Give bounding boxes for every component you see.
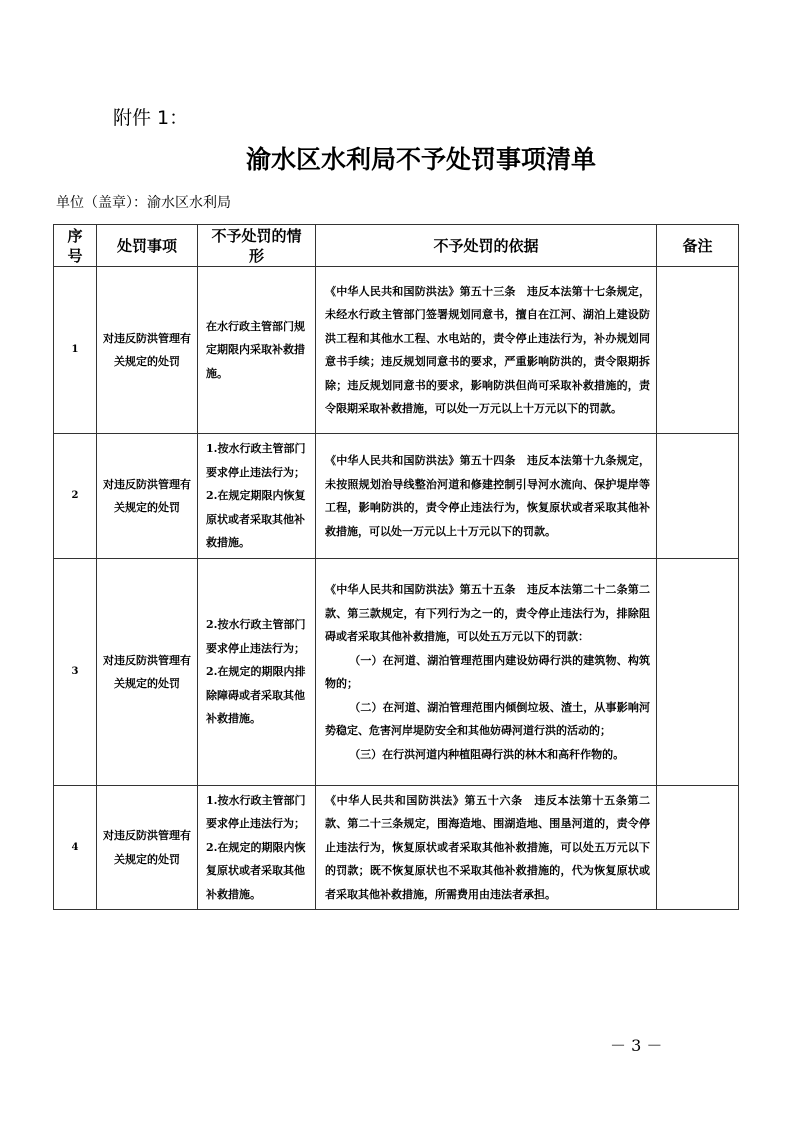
basis-paragraph: 《中华人民共和国防洪法》第五十五条 违反本法第二十二条第二款、第三款规定，有下列行为之一的，责令停止违法行为，排除阻碍或者采取其他补救措施，可以处五万元以下的罚款： bbox=[325, 583, 650, 643]
table-row bbox=[54, 559, 739, 786]
header-situation: 不予处罚的情形 bbox=[198, 225, 316, 267]
header-no: 序号 bbox=[54, 225, 97, 267]
table-row bbox=[54, 434, 739, 559]
table-row bbox=[54, 267, 739, 434]
row-remark bbox=[657, 434, 739, 559]
row-situation: 1.按水行政主管部门要求停止违法行为；2.在规定期限内恢复原状或者采取其他补救措施。 bbox=[198, 434, 316, 559]
table-header-row bbox=[54, 225, 739, 267]
table-row bbox=[54, 786, 739, 910]
basis-paragraph: 《中华人民共和国防洪法》第五十四条 违反本法第十九条规定，未按照规划治导线整治河道和修建控制引导河水流向、保护堤岸等工程，影响防洪的，责令停止违法行为，恢复原状或者采取其他补救措施，可以处一万元以上十万元以下的罚款。 bbox=[325, 454, 650, 538]
attachment-label: 附件 1： bbox=[113, 107, 189, 129]
row-no: 4 bbox=[54, 786, 97, 910]
basis-clause: （三）在行洪河道内种植阻碍行洪的林木和高秆作物的。 bbox=[349, 747, 625, 761]
row-item: 对违反防洪管理有关规定的处罚 bbox=[97, 559, 198, 786]
basis-clause: （一）在河道、湖泊管理范围内建设妨碍行洪的建筑物、构筑物的； bbox=[325, 653, 650, 690]
row-situation: 2.按水行政主管部门要求停止违法行为；2.在规定的期限内排除障碍或者采取其他补救措施。 bbox=[198, 559, 316, 786]
row-situation: 1.按水行政主管部门要求停止违法行为；2.在规定的期限内恢复原状或者采取其他补救措施。 bbox=[198, 786, 316, 910]
row-item: 对违反防洪管理有关规定的处罚 bbox=[97, 786, 198, 910]
row-basis bbox=[316, 434, 657, 559]
row-item: 对违反防洪管理有关规定的处罚 bbox=[97, 267, 198, 434]
row-no: 2 bbox=[54, 434, 97, 559]
row-situation: 在水行政主管部门规定期限内采取补救措施。 bbox=[198, 267, 316, 434]
header-basis: 不予处罚的依据 bbox=[316, 225, 657, 267]
row-basis bbox=[316, 786, 657, 910]
document-title: 渝水区水利局不予处罚事项清单 bbox=[245, 145, 596, 174]
row-basis bbox=[316, 559, 657, 786]
row-basis bbox=[316, 267, 657, 434]
row-item: 对违反防洪管理有关规定的处罚 bbox=[97, 434, 198, 559]
row-no: 3 bbox=[54, 559, 97, 786]
penalty-exemption-table bbox=[53, 224, 739, 910]
basis-clause: （二）在河道、湖泊管理范围内倾倒垃圾、渣土，从事影响河势稳定、危害河岸堤防安全和其他妨碍河道行洪的活动的； bbox=[325, 700, 650, 737]
unit-line: 单位（盖章）：渝水区水利局 bbox=[56, 195, 231, 211]
basis-paragraph: 《中华人民共和国防洪法》第五十三条 违反本法第十七条规定，未经水行政主管部门签署规划同意书，擅自在江河、湖泊上建设防洪工程和其他水工程、水电站的，责令停止违法行为，补办规划同意书手续；违反规划同意书的要求，严重影响防洪的，责令限期拆除；违反规划同意书的要求，影响防洪但尚可采取补救措施的，责令限期采取补救措施，可以处一万元以上十万元以下的罚款。 bbox=[325, 284, 650, 415]
row-remark bbox=[657, 559, 739, 786]
page-number: － 3 － bbox=[610, 1036, 663, 1055]
row-no: 1 bbox=[54, 267, 97, 434]
header-item: 处罚事项 bbox=[97, 225, 198, 267]
basis-paragraph: 《中华人民共和国防洪法》第五十六条 违反本法第十五条第二款、第二十三条规定，围海造地、围湖造地、围垦河道的，责令停止违法行为，恢复原状或者采取其他补救措施，可以处五万元以下的罚款；既不恢复原状也不采取其他补救措施的，代为恢复原状或者采取其他补救措施，所需费用由违法者承担。 bbox=[325, 793, 650, 901]
row-remark bbox=[657, 786, 739, 910]
row-remark bbox=[657, 267, 739, 434]
header-remark: 备注 bbox=[657, 225, 739, 267]
